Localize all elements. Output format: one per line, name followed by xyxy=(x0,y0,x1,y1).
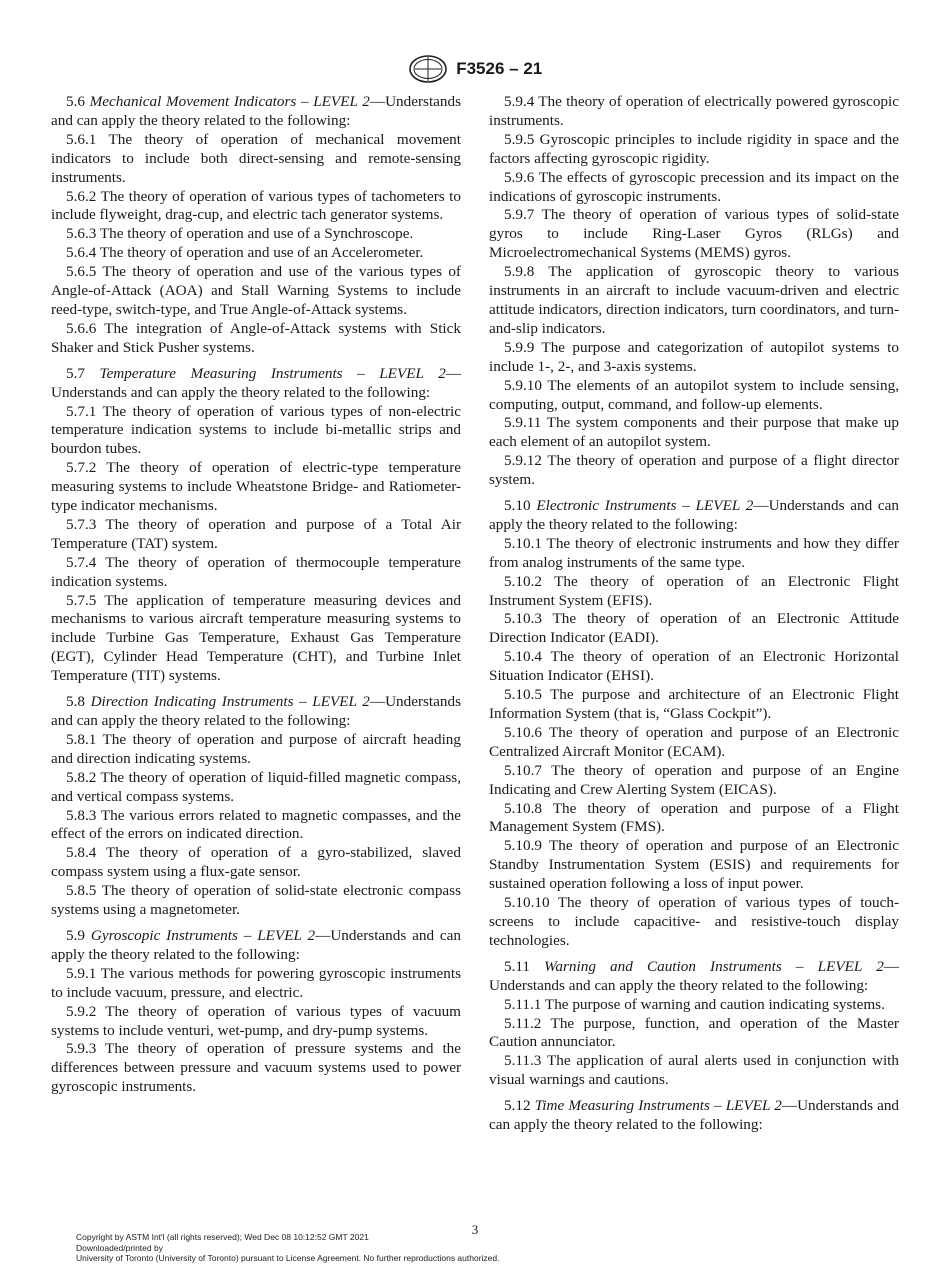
paragraph: 5.8.1 The theory of operation and purpose of aircraft heading and direction indicating systems. xyxy=(51,730,461,767)
paragraph: 5.9.6 The effects of gyroscopic precession and its impact on the indications of gyroscopic instruments. xyxy=(489,168,899,205)
section-heading xyxy=(489,958,899,996)
section-intro: —Understands and can apply the theory related to the following: xyxy=(489,957,900,994)
section-heading xyxy=(489,1097,899,1135)
section-intro: —Understands and can apply the theory related to the following: xyxy=(51,93,462,129)
paragraph: 5.10.7 The theory of operation and purpose of an Engine Indicating and Crew Alerting System (EICAS). xyxy=(489,761,899,798)
paragraph: 5.10.2 The theory of operation of an Electronic Flight Instrument System (EFIS). xyxy=(489,572,899,609)
copyright-footer xyxy=(76,1232,500,1264)
paragraph: 5.9.11 The system components and their purpose that make up each element of an autopilot system. xyxy=(489,414,899,451)
section-number: 5.8 xyxy=(66,693,85,711)
paragraph: 5.6.3 The theory of operation and use of a Synchroscope. xyxy=(66,225,414,243)
paragraph: 5.10.3 The theory of operation of an Electronic Attitude Direction Indicator (EADI). xyxy=(489,610,899,647)
paragraph: 5.10.4 The theory of operation of an Electronic Horizontal Situation Indicator (EHSI). xyxy=(489,648,899,685)
footer-line: University of Toronto (University of Toronto) pursuant to License Agreement. No further reproductions authorized. xyxy=(76,1253,500,1263)
paragraph: 5.9.1 The various methods for powering gyroscopic instruments to include vacuum, pressure, and electric. xyxy=(51,964,461,1001)
paragraph: 5.10.5 The purpose and architecture of an Electronic Flight Information System (that is, “Glass Cockpit”). xyxy=(489,686,899,722)
left-column xyxy=(51,93,461,1097)
paragraph: 5.7.3 The theory of operation and purpose of a Total Air Temperature (TAT) system. xyxy=(51,515,461,552)
section-number: 5.9 xyxy=(66,926,85,944)
paragraph: 5.6.6 The integration of Angle-of-Attack systems with Stick Shaker and Stick Pusher systems. xyxy=(51,319,461,356)
page-number: 3 xyxy=(471,1222,479,1237)
section-heading xyxy=(51,693,461,731)
section-number: 5.7 xyxy=(66,364,85,382)
section-title: Time Measuring Instruments – LEVEL 2 xyxy=(534,1097,782,1115)
section-number: 5.12 xyxy=(504,1097,531,1115)
paragraph: 5.10.10 The theory of operation of various types of touch-screens to include capacitive- and resistive-touch display technologies. xyxy=(489,894,899,949)
paragraph: 5.9.5 Gyroscopic principles to include rigidity in space and the factors affecting gyroscopic rigidity. xyxy=(489,130,899,167)
paragraph: 5.10.6 The theory of operation and purpose of an Electronic Centralized Aircraft Monitor (ECAM). xyxy=(489,723,899,760)
paragraph: 5.9.2 The theory of operation of various types of vacuum systems to include venturi, wet-pump, and dry-pump systems. xyxy=(51,1002,461,1039)
paragraph: 5.11.2 The purpose, function, and operation of the Master Caution annunciator. xyxy=(489,1014,899,1051)
paragraph: 5.9.4 The theory of operation of electrically powered gyroscopic instruments. xyxy=(489,93,899,129)
paragraph: 5.9.3 The theory of operation of pressure systems and the differences between pressure and vacuum systems used to power gyroscopic instruments. xyxy=(51,1040,461,1096)
section-intro: —Understands and can apply the theory related to the following: xyxy=(51,693,461,729)
paragraph: 5.10.9 The theory of operation and purpose of an Electronic Standby Instrumentation System (ESIS) and requirements for sustained operation following a loss of input power. xyxy=(489,837,899,893)
paragraph: 5.9.7 The theory of operation of various types of solid-state gyros to include Ring-Laser Gyros (RLGs) and Microelectromechanical Systems (MEMS) gyros. xyxy=(489,206,899,262)
paragraph: 5.7.4 The theory of operation of thermocouple temperature indication systems. xyxy=(51,553,461,590)
paragraph: 5.8.5 The theory of operation of solid-state electronic compass systems using a magnetometer. xyxy=(51,882,461,919)
paragraph: 5.6.4 The theory of operation and use of an Accelerometer. xyxy=(66,244,424,262)
page-header xyxy=(0,54,950,84)
section-title: Direction Indicating Instruments – LEVEL 2 xyxy=(90,693,370,711)
section-intro: —Understands and can apply the theory related to the following: xyxy=(51,926,461,963)
paragraph: 5.11.1 The purpose of warning and caution indicating systems. xyxy=(504,995,885,1013)
paragraph: 5.6.5 The theory of operation and use of the various types of Angle-of-Attack (AOA) and Stall Warning Systems to include reed-type, switch-type, and True Angle-of-Attack systems. xyxy=(51,263,461,318)
section-intro: —Understands and can apply the theory related to the following: xyxy=(51,364,461,401)
section-title: Warning and Caution Instruments – LEVEL 2 xyxy=(544,957,884,975)
astm-logo-icon xyxy=(408,54,448,84)
document-id: F3526 – 21 xyxy=(456,59,543,78)
section-title: Electronic Instruments – LEVEL 2 xyxy=(536,497,754,515)
paragraph: 5.11.3 The application of aural alerts used in conjunction with visual warnings and cautions. xyxy=(489,1052,899,1089)
paragraph: 5.9.8 The application of gyroscopic theory to various instruments in an aircraft to include vacuum-driven and electric attitude indicators, direction indicators, turn coordinators, and turn-and-slip indicators. xyxy=(489,263,899,337)
section-intro: —Understands and can apply the theory related to the following: xyxy=(489,1097,900,1134)
section-title: Mechanical Movement Indicators – LEVEL 2 xyxy=(89,93,370,110)
section-heading xyxy=(51,927,461,965)
paragraph: 5.8.3 The various errors related to magnetic compasses, and the effect of the errors on indicated direction. xyxy=(51,806,461,843)
paragraph: 5.8.4 The theory of operation of a gyro-stabilized, slaved compass system using a flux-gate sensor. xyxy=(51,844,461,881)
paragraph: 5.9.10 The elements of an autopilot system to include sensing, computing, output, command, and follow-up elements. xyxy=(489,376,899,413)
paragraph: 5.7.1 The theory of operation of various types of non-electric temperature indication systems to include bi-metallic strips and bourdon tubes. xyxy=(51,402,461,458)
section-number: 5.10 xyxy=(504,497,531,515)
paragraph: 5.9.12 The theory of operation and purpose of a flight director system. xyxy=(489,452,899,489)
section-title: Gyroscopic Instruments – LEVEL 2 xyxy=(90,926,316,944)
section-heading xyxy=(51,365,461,403)
section-intro: —Understands and can apply the theory related to the following: xyxy=(489,497,899,533)
footer-line: Downloaded/printed by xyxy=(76,1242,163,1253)
section-heading xyxy=(489,497,899,535)
paragraph: 5.6.1 The theory of operation of mechanical movement indicators to include both direct-sensing and remote-sensing instruments. xyxy=(51,130,461,186)
paragraph: 5.10.1 The theory of electronic instruments and how they differ from analog instruments of the same type. xyxy=(489,534,899,571)
paragraph: 5.9.9 The purpose and categorization of autopilot systems to include 1-, 2-, and 3-axis systems. xyxy=(489,338,899,375)
paragraph: 5.7.2 The theory of operation of electric-type temperature measuring systems to include Wheatstone Bridge- and Ratiometer-type indicator mechanisms. xyxy=(51,459,461,515)
section-heading xyxy=(51,93,461,131)
footer-line: Copyright by ASTM Int'l (all rights reserved); Wed Dec 08 10:12:52 GMT 2021 xyxy=(76,1232,369,1242)
paragraph: 5.7.5 The application of temperature measuring devices and mechanisms to various aircraft temperature measuring systems to include Turbine Gas Temperature, Exhaust Gas Temperature (EGT), Cylinder Head Temperature (CHT), and Turbine Inlet Temperature (TIT) systems. xyxy=(51,591,461,685)
paragraph: 5.8.2 The theory of operation of liquid-filled magnetic compass, and vertical compass systems. xyxy=(51,768,461,805)
section-number: 5.6 xyxy=(66,93,85,110)
right-column xyxy=(489,93,899,1135)
section-number: 5.11 xyxy=(504,957,531,975)
section-title: Temperature Measuring Instruments – LEVEL 2 xyxy=(99,364,446,382)
paragraph: 5.6.2 The theory of operation of various types of tachometers to include flyweight, drag-cup, and electric tach generator systems. xyxy=(51,187,461,224)
paragraph: 5.10.8 The theory of operation and purpose of a Flight Management System (FMS). xyxy=(489,799,899,836)
